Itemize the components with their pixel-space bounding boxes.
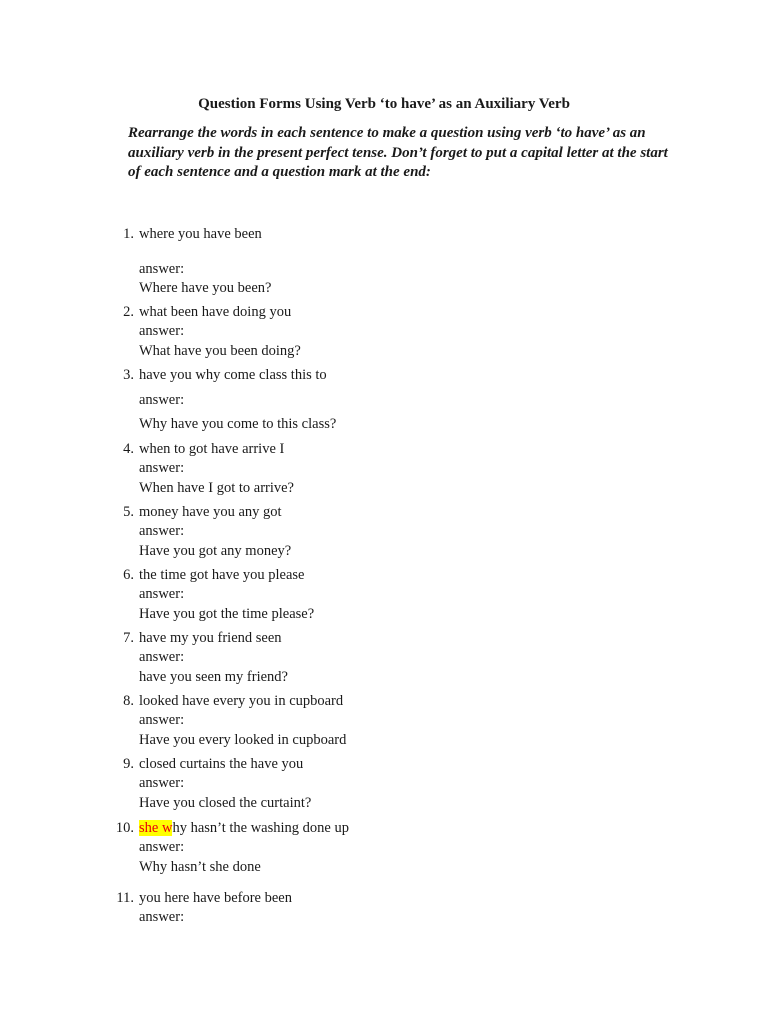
item-number: 9. (123, 756, 134, 772)
item-answer: Have you got any money? (139, 543, 292, 559)
answer-label: answer: (139, 261, 185, 277)
page-title: Question Forms Using Verb ‘to have’ as an Auxiliary Verb (198, 96, 570, 112)
item-answer: What have you been doing? (139, 343, 301, 359)
item-number: 4. (123, 441, 134, 457)
item-question: when to got have arrive I (139, 441, 285, 457)
instructions: Rearrange the words in each sentence to make a question using verb ‘to have’ as an auxiliary verb in the present perfect tense. Don’t forget to put a capital letter at the start of each sentence and a question mark at the end: (128, 125, 668, 180)
item-answer: Have you closed the curtaint? (139, 795, 312, 811)
item-question: closed curtains the have you (139, 756, 304, 772)
item-number: 5. (123, 504, 134, 520)
item-answer: Have you every looked in cupboard (139, 732, 347, 748)
item-number: 1. (123, 226, 134, 242)
item-answer: When have I got to arrive? (139, 480, 294, 496)
item-answer: Why have you come to this class? (139, 416, 337, 432)
item-question: have my you friend seen (139, 630, 282, 646)
item-question: the time got have you please (139, 567, 305, 583)
answer-label: answer: (139, 712, 185, 728)
answer-label: answer: (139, 775, 185, 791)
answer-label: answer: (139, 460, 185, 476)
item-question: money have you any got (139, 504, 282, 520)
item-question: what been have doing you (139, 304, 292, 320)
item-number: 11. (116, 890, 134, 906)
item-answer: Where have you been? (139, 280, 272, 296)
answer-label: answer: (139, 909, 185, 925)
item-number: 2. (123, 304, 134, 320)
item-question: where you have been (139, 226, 262, 242)
item-answer: Why hasn’t she done (139, 859, 261, 875)
item-answer: Have you got the time please? (139, 606, 315, 622)
highlighted-text: she w (139, 820, 173, 836)
answer-label: answer: (139, 323, 185, 339)
item-question-rest: hy hasn’t the washing done up (172, 820, 349, 836)
item-number: 6. (123, 567, 134, 583)
item-number: 3. (123, 367, 134, 383)
answer-label: answer: (139, 649, 185, 665)
item-number: 10. (115, 820, 134, 836)
answer-label: answer: (139, 523, 185, 539)
item-question: looked have every you in cupboard (139, 693, 344, 709)
answer-label: answer: (139, 839, 185, 855)
answer-label: answer: (139, 392, 185, 408)
item-number: 8. (123, 693, 134, 709)
item-answer: have you seen my friend? (139, 669, 288, 685)
item-question: have you why come class this to (139, 367, 327, 383)
answer-label: answer: (139, 586, 185, 602)
item-question: you here have before been (139, 890, 292, 906)
item-number: 7. (123, 630, 134, 646)
item-question (139, 819, 349, 839)
